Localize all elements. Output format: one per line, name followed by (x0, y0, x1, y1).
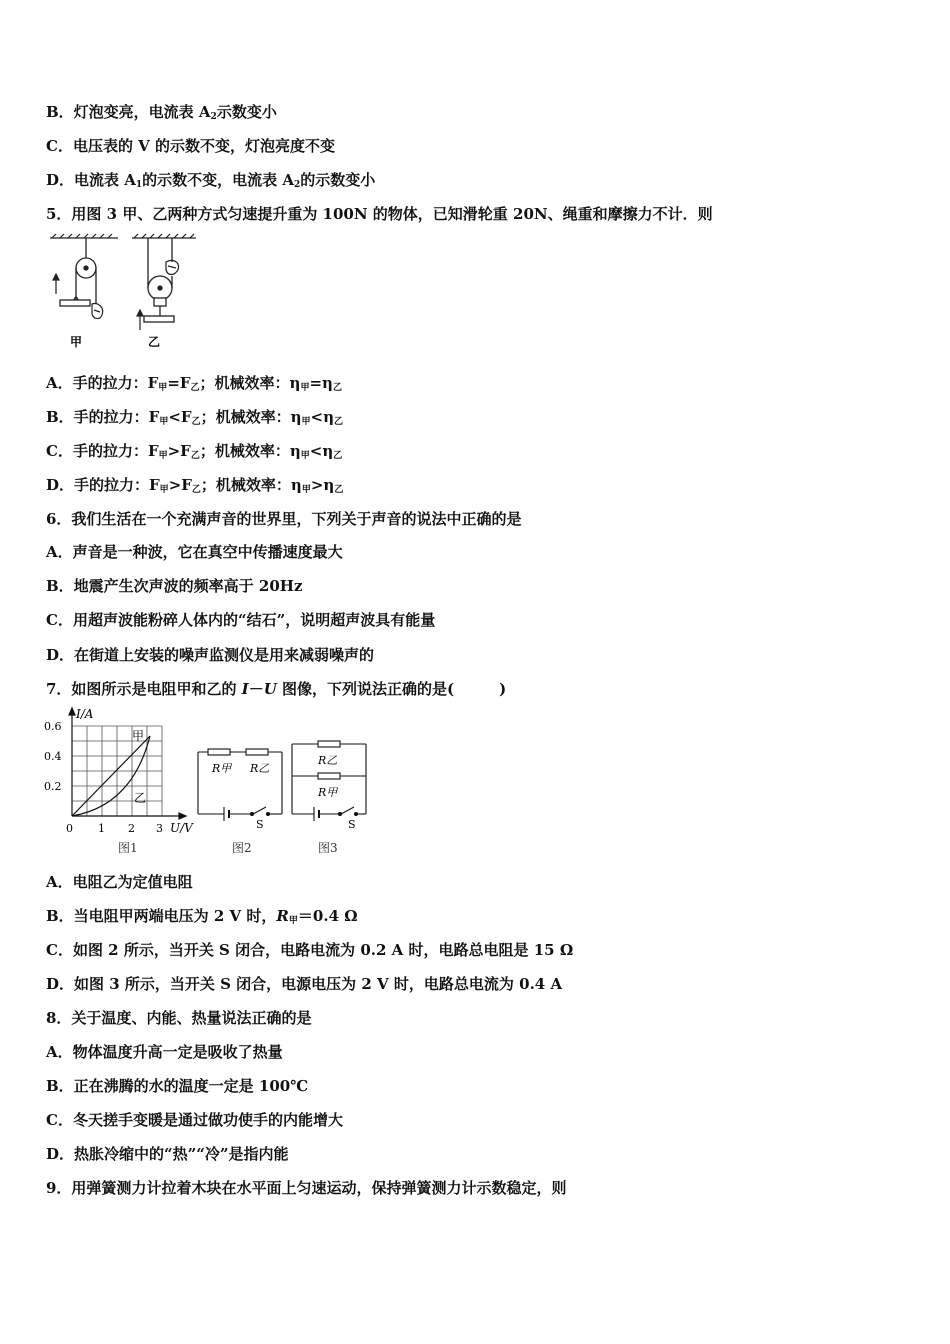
circuit3-r-yi: R乙 (318, 754, 338, 767)
circuit2-r-jia: R甲 (212, 762, 232, 775)
x-tick: 3 (156, 822, 163, 835)
ceiling-right (132, 234, 196, 238)
circuit3-r-jia: R甲 (318, 786, 338, 799)
curve-jia-label: 甲 (132, 729, 145, 743)
arrow-up-icon (53, 274, 59, 294)
ceiling-left (50, 234, 118, 238)
iu-graph (44, 707, 194, 855)
q7-option-d: D．如图 3 所示，当开关 S 闭合，电源电压为 2 V 时，电路总电流为 0.4 A (46, 975, 563, 993)
label-yi: 乙 (148, 335, 161, 349)
q7-option-a: A．电阻乙为定值电阻 (46, 873, 193, 891)
x-tick: 1 (98, 822, 105, 835)
graph-axes (69, 708, 186, 819)
fixed-pulley (60, 238, 96, 306)
q5-option-d: D．手的拉力：$F_甲>F_乙$；机械效率：$\eta_甲>\eta_乙$ (46, 476, 344, 495)
q4-option-c: C．电压表的 V 的示数不变，灯泡亮度不变 (46, 137, 336, 155)
movable-pulley (144, 238, 174, 322)
q5-option-b: B．手的拉力：$F_甲<F_乙$；机械效率：$\eta_甲<\eta_乙$ (46, 408, 344, 427)
q8-option-a: A．物体温度升高一定是吸收了热量 (46, 1043, 283, 1061)
q6-stem: 6．我们生活在一个充满声音的世界里，下列关于声音的说法中正确的是 (46, 510, 522, 528)
x-axis-label: U/V (170, 821, 193, 835)
q5-option-c: C．手的拉力：$F_甲>F_乙$；机械效率：$\eta_甲<\eta_乙$ (46, 442, 343, 461)
q6-option-a: A．声音是一种波，它在真空中传播速度最大 (46, 543, 343, 561)
q6-option-c: C．用超声波能粉碎人体内的“结石”，说明超声波具有能量 (46, 611, 436, 629)
q4-option-d: D．电流表 $A_1$的示数不变，电流表 $A_2$的示数变小 (46, 171, 376, 190)
caption-fig3: 图3 (318, 841, 338, 855)
q7-figures (42, 706, 382, 858)
q8-option-c: C．冬天搓手变暖是通过做功使手的内能增大 (46, 1111, 343, 1129)
hand-right-icon (166, 260, 179, 274)
q8-option-b: B．正在沸腾的水的温度一定是 100℃ (46, 1077, 309, 1095)
q8-option-d: D．热胀冷缩中的“热”“冷”是指内能 (46, 1145, 289, 1163)
curve-yi-label: 乙 (134, 791, 147, 805)
q5-stem: 5．用图 3 甲、乙两种方式匀速提升重为 100N 的物体，已知滑轮重 20N、绳重和摩擦力不计．则 (46, 205, 713, 223)
circuit-parallel (292, 741, 366, 821)
y-tick: 0.6 (44, 720, 62, 733)
q4-option-b: B．灯泡变亮，电流表 $A_2$示数变小 (46, 103, 277, 122)
q7-option-c: C．如图 2 所示，当开关 S 闭合，电路电流为 0.2 A 时，电路总电阻是 15 Ω (46, 941, 574, 959)
hand-left-icon (92, 304, 103, 319)
circuit3-switch: S (348, 818, 356, 831)
q6-option-b: B．地震产生次声波的频率高于 20Hz (46, 577, 303, 595)
x-tick: 0 (66, 822, 73, 835)
pulley-figure (44, 232, 204, 352)
caption-fig1: 图1 (118, 841, 138, 855)
label-jia: 甲 (70, 335, 83, 349)
q9-stem: 9．用弹簧测力计拉着木块在水平面上匀速运动，保持弹簧测力计示数稳定，则 (46, 1179, 567, 1197)
q6-option-d: D．在街道上安装的噪声监测仪是用来减弱噪声的 (46, 646, 375, 664)
q7-option-b: B．当电阻甲两端电压为 2 V 时，$R_甲=0.4$ Ω (46, 907, 358, 926)
y-tick: 0.2 (44, 780, 62, 793)
y-axis-label: I/A (76, 707, 94, 721)
circuit2-switch: S (256, 818, 264, 831)
y-tick: 0.4 (44, 750, 62, 763)
circuit2-r-yi: R乙 (250, 762, 270, 775)
q5-option-a: A．手的拉力：$F_甲=F_乙$；机械效率：$\eta_甲=\eta_乙$ (46, 374, 342, 393)
q7-stem: 7．如图所示是电阻甲和乙的 I－U 图像，下列说法正确的是( ) (46, 680, 507, 698)
arrow-up-icon (137, 310, 143, 330)
x-tick: 2 (128, 822, 135, 835)
q8-stem: 8．关于温度、内能、热量说法正确的是 (46, 1009, 312, 1027)
circuit-series (198, 749, 282, 821)
caption-fig2: 图2 (232, 841, 252, 855)
